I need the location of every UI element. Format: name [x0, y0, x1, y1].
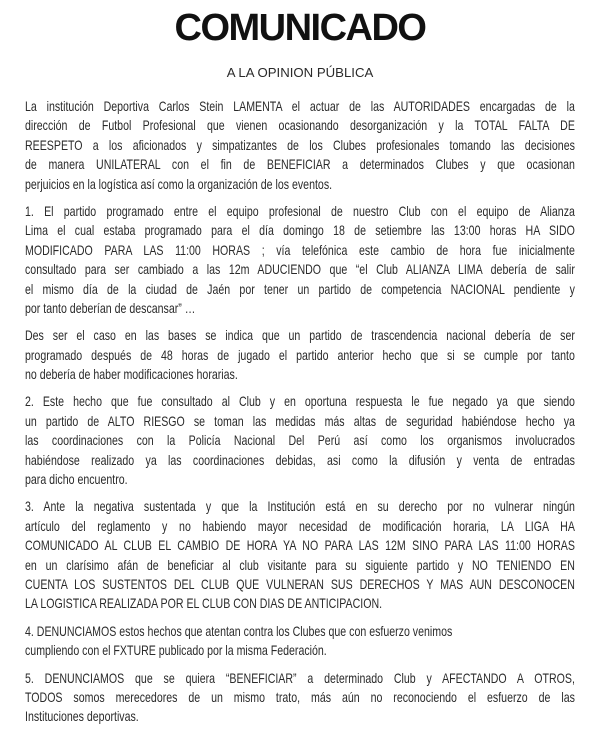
- paragraph-line: 3. Ante la negativa sustentada y que la Institución está en su derecho por no vulnerar ningún: [25, 499, 575, 515]
- paragraph-line: para dicho encuentro.: [25, 472, 128, 488]
- paragraph-line: CUENTA LOS SUSTENTOS DEL CLUB QUE VULNERAN SUS DERECHOS Y MAS AUN DESCONOCEN: [25, 576, 575, 592]
- paragraph-line: las coordinaciones con la Policía Nacional Del Perú así como los organismos involucrados: [25, 433, 575, 449]
- paragraph-line: habiéndose realizado ya las coordinaciones debidas, asi como la difusión y venta de entradas: [25, 452, 575, 468]
- paragraph-line: Instituciones deportivas.: [25, 709, 139, 725]
- paragraph-intro: [25, 97, 575, 194]
- paragraph-point-1: [25, 202, 575, 318]
- paragraph-point-2: [25, 392, 575, 489]
- paragraph-point-3: [25, 497, 575, 613]
- paragraph-line: Lima el cual estaba programado para el día domingo 18 de setiembre las 13:00 horas HA SIDO: [25, 223, 575, 239]
- paragraph-point-4: [25, 622, 575, 661]
- paragraph-line: artículo del reglamento y no habiendo mayor necesidad de modificación horaria, LA LIGA HA: [25, 518, 575, 534]
- paragraph-line: el mismo día de la ciudad de Jaén por tener un partido de competencia NACIONAL pendiente y: [25, 281, 575, 297]
- paragraph-line: COMUNICADO AL CLUB EL CAMBIO DE HORA YA NO PARA LAS 12M SINO PARA LAS 11:00 HORAS: [25, 538, 575, 554]
- paragraph-line: TODOS somos merecedores de un mismo trato, más aún no reconociendo el esfuerzo de las: [25, 689, 575, 705]
- paragraph-line: en un clarísimo afán de beneficiar al club visitante para su siguiente partido y NO TENIENDO EN: [25, 557, 575, 573]
- paragraph-line: REESPETO a los aficionados y simpatizantes de los Clubes profesionales tomando las decisiones: [25, 137, 575, 153]
- paragraph-line: 2. Este hecho que fue consultado al Club y en oportuna respuesta le fue negado ya que siendo: [25, 394, 575, 410]
- paragraph-bases-note: [25, 326, 575, 384]
- paragraph-line: La institución Deportiva Carlos Stein LAMENTA el actuar de las AUTORIDADES encargadas de la: [25, 99, 575, 114]
- document-title: COMUNICADO: [174, 7, 426, 49]
- paragraph-line: cumpliendo con el FXTURE publicado por la misma Federación.: [25, 643, 327, 659]
- paragraph-point-5: [25, 669, 575, 727]
- paragraph-line: un partido de ALTO RIESGO se toman las medidas más altas de seguridad habiéndose hecho ya: [25, 413, 575, 429]
- paragraph-line: de manera UNILATERAL con el fin de BENEFICIAR a determinados Clubes y que ocasionan: [25, 157, 575, 173]
- paragraph-line: perjuicios en la logística así como la organización de los eventos.: [25, 176, 333, 192]
- paragraph-line: 5. DENUNCIAMOS que se quiera “BENEFICIAR” a determinado Club y AFECTANDO A OTROS,: [25, 670, 575, 686]
- document-body: [0, 97, 600, 727]
- document-subtitle: A LA OPINION PÚBLICA: [226, 65, 374, 80]
- paragraph-line: Des ser el caso en las bases se indica que un partido de trascendencia nacional debería de ser: [25, 328, 575, 344]
- paragraph-line: LA LOGISTICA REALIZADA POR EL CLUB CON DIAS DE ANTICIPACION.: [25, 596, 383, 612]
- paragraph-line: MODIFICADO PARA LAS 11:00 HORAS ; vía telefónica este cambio de hora fue inicialmente: [25, 242, 575, 258]
- paragraph-line: consultado para ser cambiado a las 12m ADUCIENDO que “el Club ALIANZA LIMA debería de salir: [25, 262, 575, 278]
- paragraph-line: 4. DENUNCIAMOS estos hechos que atentan contra los Clubes que con esfuerzo venimos: [25, 623, 453, 639]
- paragraph-line: 1. El partido programado entre el equipo profesional de nuestro Club con el equipo de Alianza: [25, 203, 575, 219]
- paragraph-line: no debería de haber modificaciones horarias.: [25, 367, 238, 383]
- paragraph-line: dirección de Futbol Profesional que vienen ocasionando desorganización y la TOTAL FALTA DE: [25, 118, 575, 134]
- paragraph-line: por tanto deberían de descansar” …: [25, 300, 196, 316]
- text-column: [25, 97, 575, 727]
- paragraph-line: programado después de 48 horas de jugado el partido anterior hecho que si se cumple por tanto: [25, 347, 575, 363]
